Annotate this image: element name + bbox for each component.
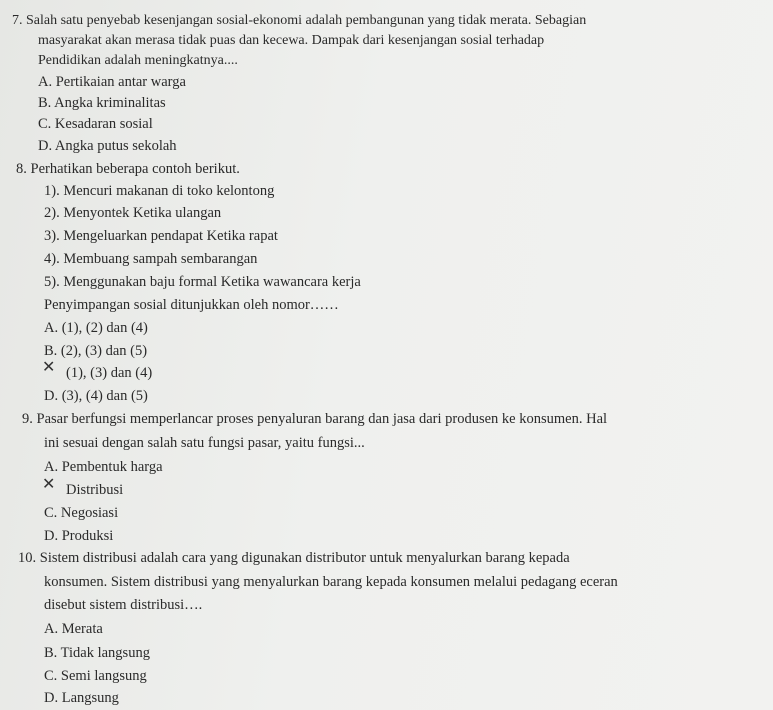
question-8-stem-end: Penyimpangan sosial ditunjukkan oleh nomor…… (44, 297, 339, 313)
question-8-item-5: 5). Menggunakan baju formal Ketika wawancara kerja (44, 274, 361, 290)
answer-check-mark-icon: ✕ (42, 474, 56, 493)
question-8-item-1: 1). Mencuri makanan di toko kelontong (44, 183, 275, 199)
question-10-line-1: 10. Sistem distribusi adalah cara yang digunakan distributor untuk menyalurkan barang kepada (18, 550, 570, 566)
question-7-option-d[interactable]: D. Angka putus sekolah (38, 138, 177, 154)
question-8-option-a[interactable]: A. (1), (2) dan (4) (44, 320, 148, 336)
question-8-line-1: 8. Perhatikan beberapa contoh berikut. (16, 161, 240, 177)
question-10-line-2: konsumen. Sistem distribusi yang menyalurkan barang kepada konsumen melalui pedagang eceran (44, 574, 618, 590)
question-7-line-3: Pendidikan adalah meningkatnya.... (38, 53, 238, 68)
question-10-option-b[interactable]: B. Tidak langsung (44, 645, 150, 661)
question-10-option-d[interactable]: D. Langsung (44, 690, 119, 706)
question-9-option-c[interactable]: C. Negosiasi (44, 505, 119, 521)
question-7-line-2: masyarakat akan merasa tidak puas dan kecewa. Dampak dari kesenjangan sosial terhadap (38, 33, 545, 48)
question-10-option-a[interactable]: A. Merata (44, 621, 103, 637)
question-8-item-2: 2). Menyontek Ketika ulangan (44, 205, 222, 221)
question-7-option-a[interactable]: A. Pertikaian antar warga (38, 74, 186, 90)
question-7-option-c[interactable]: C. Kesadaran sosial (38, 116, 153, 132)
question-9-line-2: ini sesuai dengan salah satu fungsi pasar, yaitu fungsi... (44, 435, 365, 451)
question-9-option-d[interactable]: D. Produksi (44, 528, 114, 544)
question-8-option-c[interactable]: (1), (3) dan (4) (66, 365, 153, 381)
question-8-option-d[interactable]: D. (3), (4) dan (5) (44, 388, 148, 404)
question-8-item-4: 4). Membuang sampah sembarangan (44, 251, 258, 267)
question-7-line-1: 7. Salah satu penyebab kesenjangan sosial-ekonomi adalah pembangunan yang tidak merata. Sebagian (12, 13, 587, 28)
answer-check-mark-icon: ✕ (42, 357, 56, 376)
question-10-line-3: disebut sistem distribusi…. (44, 597, 203, 613)
question-10-option-c[interactable]: C. Semi langsung (44, 668, 147, 684)
question-9-option-a[interactable]: A. Pembentuk harga (44, 459, 163, 475)
question-9-option-b[interactable]: Distribusi (66, 482, 124, 498)
question-8-option-b[interactable]: B. (2), (3) dan (5) (44, 343, 148, 359)
question-9-line-1: 9. Pasar berfungsi memperlancar proses penyaluran barang dan jasa dari produsen ke konsumen. Hal (22, 411, 608, 427)
question-7-option-b[interactable]: B. Angka kriminalitas (38, 95, 166, 111)
question-8-item-3: 3). Mengeluarkan pendapat Ketika rapat (44, 228, 278, 244)
